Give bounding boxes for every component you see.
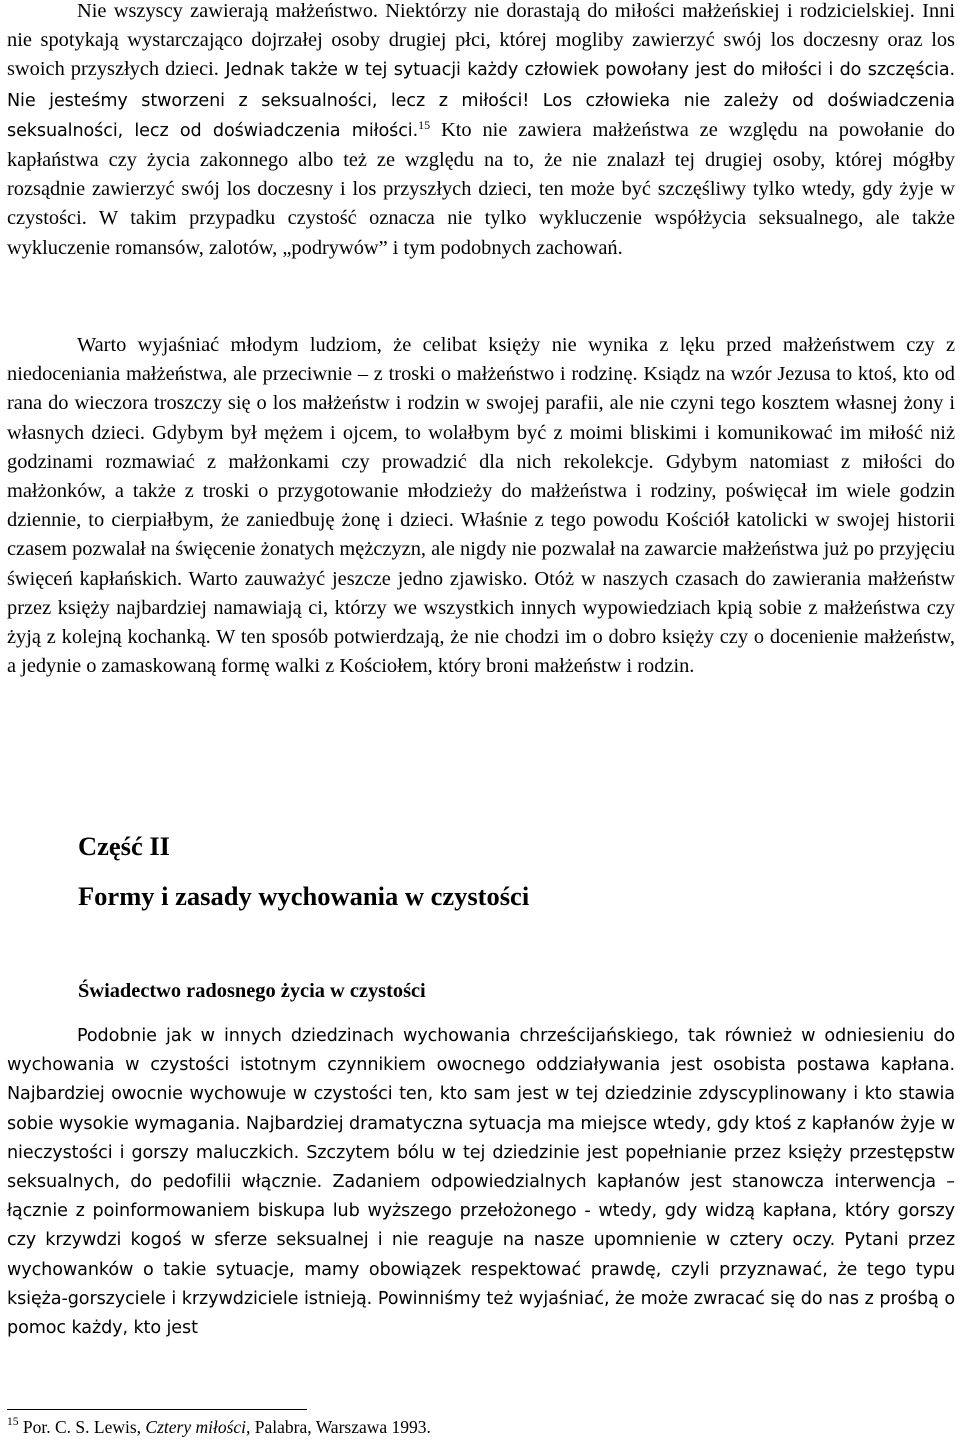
footnote-number: 15 xyxy=(7,1416,19,1428)
footnote-suffix: Palabra, Warszawa 1993. xyxy=(250,1417,431,1437)
part-heading: Część II xyxy=(78,831,170,861)
paragraph-segment-sans: Jednak także w tej sytuacji każdy człowiek powołany jest do miłości i do szczęścia. Nie jesteśmy stworzeni z seksualności, lecz z miłości! Los człowieka nie zależy od doświadczenia seksualności, lecz od doświadczenia miłości. xyxy=(7,60,956,141)
footnote-reference[interactable]: 15 xyxy=(418,117,431,132)
paragraph-priest-witness: Podobnie jak w innych dziedzinach wychowania chrześcijańskiego, tak również w odniesieniu do wychowania w czystości istotnym czynnikiem owocnego oddziaływania jest osobista postawa kapłana. Najbardziej owocnie wychowuje w czystości ten, kto sam jest w tej dziedzinie zdyscyplinowany i kto stawia sobie wysokie wymagania. Najbardziej dramatyczna sytuacja ma miejsce wtedy, gdy ktoś z kapłanów żyje w nieczystości i gorszy maluczkich. Szczytem bólu w tej dziedzinie jest popełnianie przez księży przestępstw seksualnych, do pedofilii włącznie. Zadaniem odpowiedzialnych kapłanów jest stanowcza interwencja – łącznie z poinformowaniem biskupa lub wyższego przełożonego - wtedy, gdy widzą kapłana, który gorszy czy krzywdzi kogoś w sferze seksualnej i nie reaguje na nasze upomnienie w cztery oczy. Pytani przez wychowanków o takie sytuacje, mamy obowiązek respektować prawdę, czyli przyznawać, że tego typu księża-gorszyciele i krzywdziciele istnieją. Powinniśmy też wyjaśniać, że może zwracać się do nas z prośbą o pomoc każdy, kto jest xyxy=(7,1026,955,1339)
footnote-book-title: Cztery miłości, xyxy=(145,1417,251,1437)
paragraph-segment-serif-continued: Kto nie zawiera małżeństwa ze względu na powołanie do kapłaństwa czy życia zakonnego albo też ze względu na to, że nie znalazł tej drugiej osoby, której mógłby rozsądnie zawierzyć swój los doczesny i los przyszłych dzieci, ten może być szczęśliwy tylko wtedy, gdy żyje w czystości. W takim przypadku czystość oznacza nie tylko wykluczenie współżycia seksualnego, ale także wykluczenie romansów, zalotów, „podrywów” i tym podobnych zachowań. xyxy=(7,118,955,259)
footnote-prefix: Por. C. S. Lewis, xyxy=(18,1417,146,1437)
paragraph-segment-serif: Nie wszyscy zawierają małżeństwo. Niektórzy nie dorastają do miłości małżeńskiej i rodzicielskiej. Inni nie spotykają wystarczająco dojrzałej osoby drugiej płci, której mogliby zawierzyć swój los doczesny oraz los swoich przyszłych dzieci. xyxy=(7,0,955,81)
paragraph-marriage-vocation xyxy=(7,0,955,263)
footnote-separator xyxy=(7,1409,307,1410)
section-heading: Świadectwo radosnego życia w czystości xyxy=(78,980,426,1002)
part-title: Formy i zasady wychowania w czystości xyxy=(78,881,530,911)
footnote xyxy=(7,1415,431,1439)
paragraph-celibacy: Warto wyjaśniać młodym ludziom, że celibat księży nie wynika z lęku przed małżeństwem czy z niedoceniania małżeństwa, ale przeciwnie – z troski o małżeństwo i rodzinę. Ksiądz na wzór Jezusa to ktoś, kto od rana do wieczora troszczy się o los małżeństw i rodzin w swojej parafii, ale nie czyni tego kosztem własnej żony i własnych dzieci. Gdybym był mężem i ojcem, to wolałbym być z moimi bliskimi i komunikować im miłość niż godzinami rozmawiać z małżonkami czy prowadzić dla nich rekolekcje. Gdybym natomiast z miłości do małżonków, a także z troski o przygotowanie młodzieży do małżeństwa i rodziny, poświęcał im wiele godzin dziennie, to cierpiałbym, że zaniedbuję żonę i dzieci. Właśnie z tego powodu Kościół katolicki w swojej historii czasem pozwalał na święcenie żonatych mężczyzn, ale nigdy nie pozwalał na zawarcie małżeństwa już po przyjęciu święceń kapłańskich. Warto zauważyć jeszcze jedno zjawisko. Otóż w naszych czasach do zawierania małżeństw przez księży najbardziej namawiają ci, którzy we wszystkich innych wypowiedziach kpią sobie z małżeństwa czy żyją z kolejną kochanką. W ten sposób potwierdzają, że nie chodzi im o dobro księży czy o docenienie małżeństw, a jedynie o zamaskowaną formę walki z Kościołem, który broni małżeństw i rodzin. xyxy=(7,334,955,678)
